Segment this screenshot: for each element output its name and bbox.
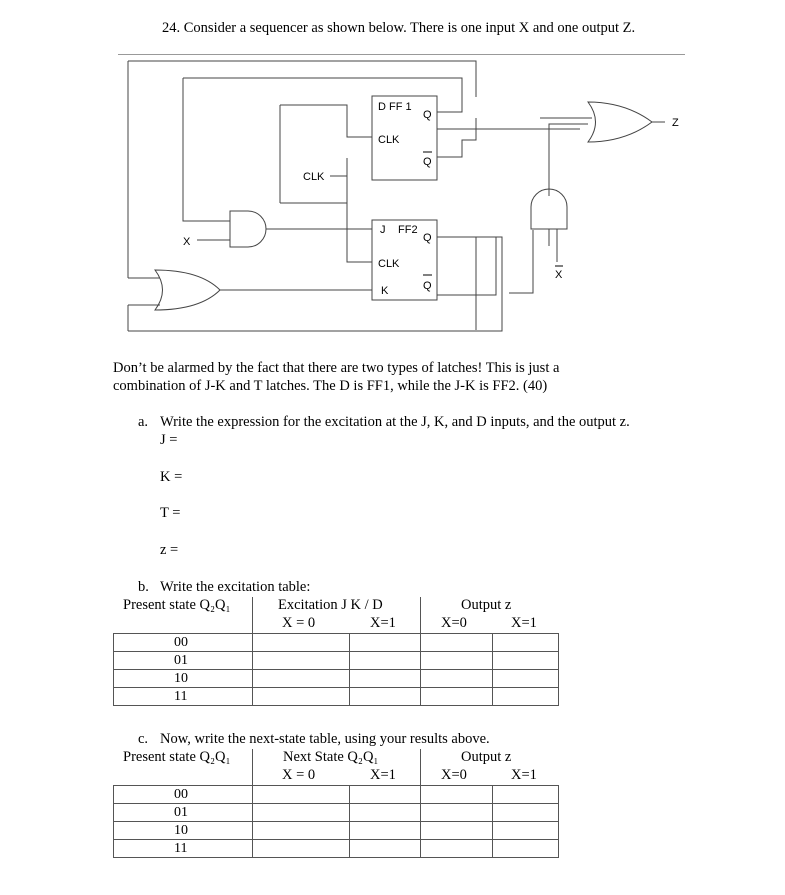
table-row xyxy=(114,634,559,652)
c-sub-x0: X = 0 xyxy=(282,767,316,783)
part-c-text: Now, write the next-state table, using your results above. xyxy=(160,731,490,747)
b-sub-out-x0: X=0 xyxy=(441,615,467,631)
part-a-marker: a. xyxy=(138,414,149,430)
sequencer-circuit-diagram xyxy=(0,0,785,340)
c-col-output: Output z xyxy=(461,749,512,765)
ff1-qbar-label: Q xyxy=(423,156,432,168)
c-row-10: 10 xyxy=(114,822,253,840)
b-sub-out-x1: X=1 xyxy=(511,615,537,631)
b-row-01: 01 xyxy=(114,652,253,670)
c-row-00: 00 xyxy=(114,786,253,804)
j-expression: J = xyxy=(160,432,178,448)
output-z-label: Z xyxy=(672,117,679,129)
excitation-table xyxy=(113,633,559,706)
c-sub-out-x1: X=1 xyxy=(511,767,537,783)
b-col-excitation: Excitation J K / D xyxy=(278,597,383,613)
b-header-divider-2 xyxy=(420,597,421,633)
b-header-divider-1 xyxy=(252,597,253,633)
t-expression: T = xyxy=(160,505,181,521)
b-row-10: 10 xyxy=(114,670,253,688)
part-b-marker: b. xyxy=(138,579,149,595)
next-state-table xyxy=(113,785,559,858)
c-header-divider-2 xyxy=(420,749,421,785)
b-col-output: Output z xyxy=(461,597,512,613)
part-c-marker: c. xyxy=(138,731,149,747)
intro-line-1: Don’t be alarmed by the fact that there are two types of latches! This is just a xyxy=(113,360,560,376)
ff2-k-label: K xyxy=(381,285,389,297)
table-row xyxy=(114,822,559,840)
b-row-11: 11 xyxy=(114,688,253,706)
c-row-01: 01 xyxy=(114,804,253,822)
k-expression: K = xyxy=(160,469,183,485)
b-sub-x1: X=1 xyxy=(370,615,396,631)
table-row xyxy=(114,840,559,858)
table-row xyxy=(114,688,559,706)
c-sub-x1: X=1 xyxy=(370,767,396,783)
c-col-present: Present state Q₂Q₁ xyxy=(123,749,231,765)
b-sub-x0: X = 0 xyxy=(282,615,316,631)
ff1-q-label: Q xyxy=(423,109,432,121)
intro-line-2: combination of J-K and T latches. The D is FF1, while the J-K is FF2. (40) xyxy=(113,378,548,394)
c-row-11: 11 xyxy=(114,840,253,858)
b-col-present: Present state Q₂Q₁ xyxy=(123,597,231,613)
table-row xyxy=(114,670,559,688)
ff1-label: D FF 1 xyxy=(378,101,412,113)
table-row xyxy=(114,804,559,822)
ff2-qbar-label: Q xyxy=(423,280,432,292)
ff2-clk-label: CLK xyxy=(378,258,400,270)
ff2-q-label: Q xyxy=(423,232,432,244)
part-a-text: Write the expression for the excitation at the J, K, and D inputs, and the output z. xyxy=(160,414,630,430)
part-b-text: Write the excitation table: xyxy=(160,579,311,595)
input-xbar-label: X xyxy=(555,269,563,281)
ff1-clk-label: CLK xyxy=(378,134,400,146)
input-x-label: X xyxy=(183,236,191,248)
clock-label: CLK xyxy=(303,171,325,183)
b-row-00: 00 xyxy=(114,634,253,652)
c-sub-out-x0: X=0 xyxy=(441,767,467,783)
ff2-label: FF2 xyxy=(398,224,418,236)
z-expression: z = xyxy=(160,542,179,558)
table-row xyxy=(114,786,559,804)
c-header-divider-1 xyxy=(252,749,253,785)
ff2-j-label: J xyxy=(380,224,386,236)
c-col-next: Next State Q₂Q₁ xyxy=(283,749,379,765)
question-heading: 24. Consider a sequencer as shown below. There is one input X and one output Z. xyxy=(162,20,636,36)
table-row xyxy=(114,652,559,670)
